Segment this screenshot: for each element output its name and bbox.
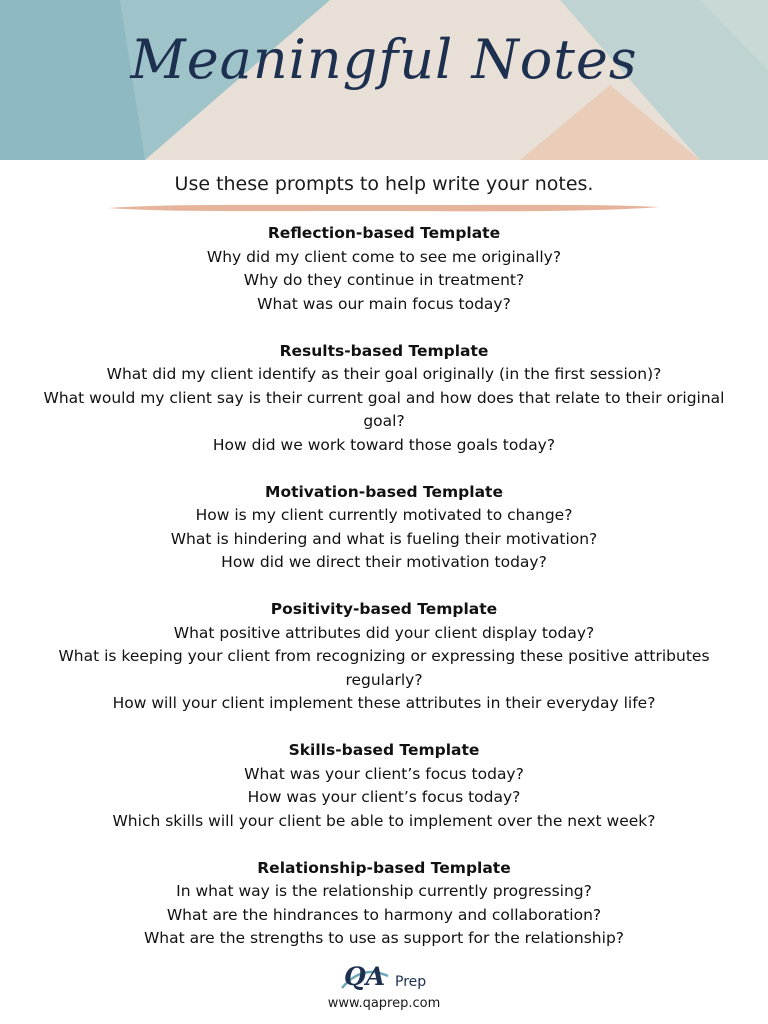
prompt-line: What is keeping your client from recognizing or expressing these positive attributes bbox=[58, 647, 710, 665]
logo-mark: QA bbox=[344, 962, 386, 991]
section-title: Motivation-based Template bbox=[265, 482, 503, 501]
prompt-line: Why did my client come to see me originally? bbox=[206, 247, 562, 266]
prompt-line: regularly? bbox=[345, 670, 423, 689]
prompt-line: How did we direct their motivation today? bbox=[221, 553, 547, 571]
prompt-line: What was your client’s focus today? bbox=[244, 764, 524, 783]
section-title: Reflection-based Template bbox=[267, 224, 501, 242]
prompt-line: What is hindering and what is fueling their motivation? bbox=[170, 529, 598, 548]
subtitle: Use these prompts to help write your notes. bbox=[174, 173, 594, 195]
prompt-line: How did we work toward those goals today? bbox=[212, 435, 556, 454]
prompt-line: What was our main focus today? bbox=[257, 294, 511, 313]
prompt-line: What positive attributes did your client display today? bbox=[173, 623, 595, 642]
prompt-line: Which skills will your client be able to implement over the next week? bbox=[112, 811, 656, 830]
section-title: Results-based Template bbox=[279, 341, 489, 360]
header-banner bbox=[0, 0, 768, 160]
prompt-line: What did my client identify as their goal originally (in the first session)? bbox=[106, 365, 662, 383]
prompt-line: How is my client currently motivated to change? bbox=[195, 506, 573, 524]
prompt-line: What are the strengths to use as support for the relationship? bbox=[143, 929, 625, 947]
template-section-positivity bbox=[40, 598, 728, 716]
template-section-results bbox=[40, 340, 728, 458]
prompt-line: What are the hindrances to harmony and collaboration? bbox=[166, 905, 602, 924]
section-title: Skills-based Template bbox=[288, 741, 480, 759]
website-url: www.qaprep.com bbox=[327, 996, 441, 1011]
template-section-motivation bbox=[40, 481, 728, 575]
qaprep-logo bbox=[330, 964, 438, 994]
section-title: Positivity-based Template bbox=[270, 600, 498, 618]
prompt-list bbox=[40, 222, 728, 974]
template-section-reflection bbox=[40, 222, 728, 316]
page-title: Meaningful Notes bbox=[130, 28, 638, 91]
prompt-line: What would my client say is their current goal and how does that relate to their original bbox=[43, 388, 725, 407]
prompt-line: How will your client implement these attributes in their everyday life? bbox=[112, 694, 656, 712]
template-section-skills bbox=[40, 739, 728, 833]
brush-stroke-divider bbox=[106, 202, 662, 214]
prompt-line: Why do they continue in treatment? bbox=[243, 271, 525, 289]
prompt-line: goal? bbox=[363, 412, 405, 430]
prompt-line: In what way is the relationship currently progressing? bbox=[176, 882, 592, 900]
section-title: Relationship-based Template bbox=[257, 858, 511, 877]
prompt-line: How was your client’s focus today? bbox=[247, 788, 521, 806]
template-section-relationship bbox=[40, 857, 728, 951]
logo-text: Prep bbox=[395, 974, 427, 990]
